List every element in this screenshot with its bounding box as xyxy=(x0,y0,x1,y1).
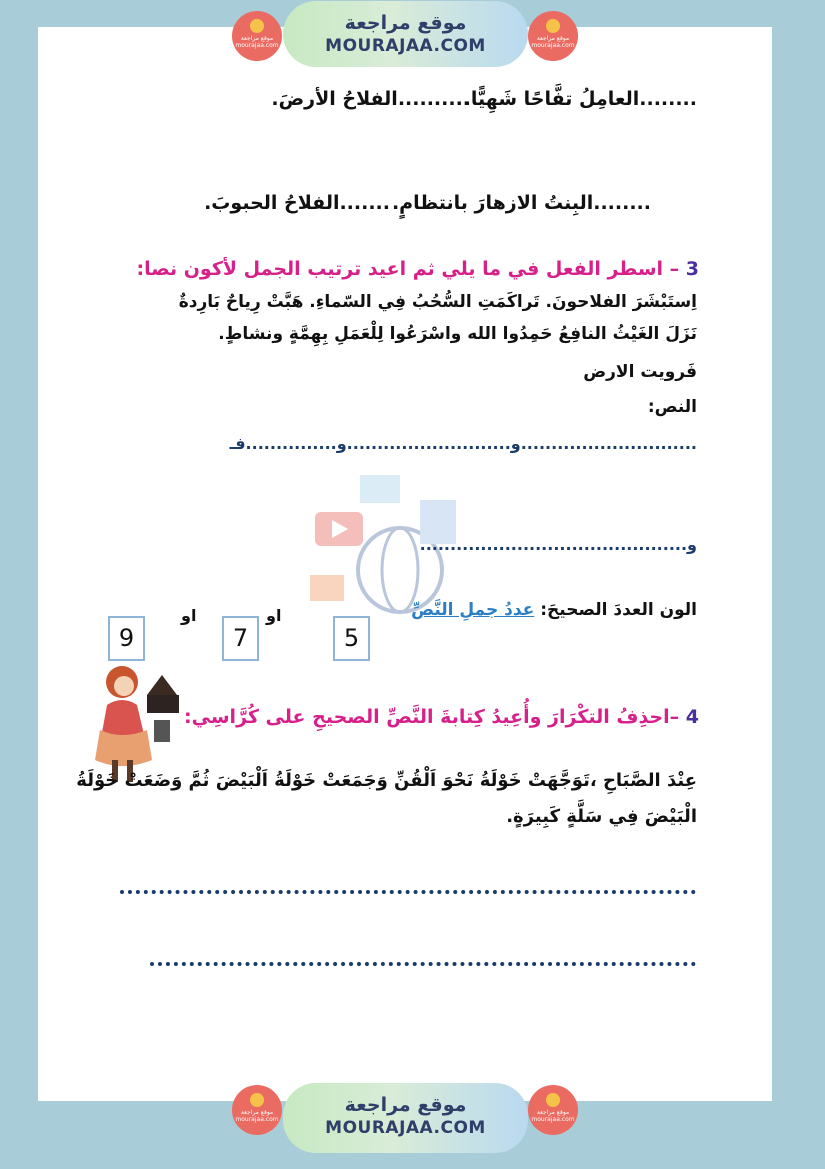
exercise2-line2b: .......الفلاحُ الحبوبَ. xyxy=(204,192,390,214)
site-logo-badge: موقع مراجعة mourajaa.com xyxy=(528,1085,578,1135)
site-logo-badge: موقع مراجعة mourajaa.com xyxy=(528,11,578,61)
logo-icon xyxy=(250,19,264,33)
logo-icon xyxy=(250,1093,264,1107)
fill-in-line-2: و............................................ xyxy=(419,535,697,554)
site-name-arabic: موقع مراجعة xyxy=(344,1094,467,1116)
or-word: او xyxy=(181,606,197,625)
option-box-7[interactable]: 7 xyxy=(222,616,259,661)
exercise4-number: 4 xyxy=(685,706,699,728)
count-prefix: الون العددَ الصحيحَ: xyxy=(540,600,697,620)
exercise4-paragraph-line1: عِنْدَ الصَّبَاحِ ،تَوَجَّهَتْ خَوْلَةُ نَحْوَ اَلْقُنِّ وَجَمَعَتْ خَوْلَةُ اَلْبَيْضَ ثُمَّ وَضَعَتْ خَوْلَةُ xyxy=(76,770,697,791)
answer-line-1[interactable] xyxy=(120,890,696,894)
exercise3-sentences-line3: فَرويت الارض xyxy=(583,362,697,382)
fill-in-line: .............................و...........................و...............فـ xyxy=(229,434,697,453)
answer-line-2[interactable] xyxy=(150,962,696,966)
exercise2-line1a: ........العامِلُ تفَّاحًا شَهِيًّا. xyxy=(463,88,697,110)
site-name-arabic: موقع مراجعة xyxy=(344,12,467,34)
site-domain: MOURAJAA.COM xyxy=(325,1118,486,1138)
exercise3-title: – اسطر الفعل في ما يلي ثم اعيد ترتيب الجمل لأكون نصا: xyxy=(136,258,680,280)
exercise3-sentences-line1: اِستَبْشَرَ الفلاحونَ. تَراكَمَتِ السُّحُبُ فِي السّماءِ. هَبَّتْ رِياحٌ بَارِدةٌ xyxy=(178,292,697,312)
exercise3-heading xyxy=(137,258,700,280)
option-box-9[interactable]: 9 xyxy=(108,616,145,661)
logo-icon xyxy=(546,19,560,33)
site-domain: MOURAJAA.COM xyxy=(325,36,486,56)
exercise3-number: 3 xyxy=(685,258,699,280)
site-banner-top[interactable] xyxy=(283,1,528,67)
exercise4-heading xyxy=(184,706,699,728)
or-word: او xyxy=(266,606,282,625)
logo-icon xyxy=(546,1093,560,1107)
exercise4-title: –احذِفُ التكْرَارَ وأُعِيدُ كِتابةَ النَّصِّ الصحيحِ على كُرَّاسِي: xyxy=(184,706,680,728)
site-banner-bottom[interactable] xyxy=(283,1083,528,1153)
text-label: النص: xyxy=(647,397,697,417)
exercise4-paragraph-line2: الْبَيْضَ فِي سَلَّةٍ كَبِيرَةٍ. xyxy=(506,806,697,827)
exercise2-line1b: ..........الفلاحُ الأرضَ. xyxy=(271,88,470,110)
site-logo-badge: موقع مراجعة mourajaa.com xyxy=(232,1085,282,1135)
site-logo-badge: موقع مراجعة mourajaa.com xyxy=(232,11,282,61)
count-instruction xyxy=(411,600,697,620)
count-highlight: عددُ جملِ النَّصِّ xyxy=(411,600,535,620)
exercise3-sentences-line2: نَزَلَ الغَيْثُ النافِعُ حَمِدُوا الله واسْرَعُوا لِلْعَمَلِ بِهِمَّةٍ ونشاطٍ. xyxy=(218,324,697,344)
exercise2-line2a: ........البِنتُ الازهارَ بانتظامٍ. xyxy=(391,192,651,214)
option-box-5[interactable]: 5 xyxy=(333,616,370,661)
